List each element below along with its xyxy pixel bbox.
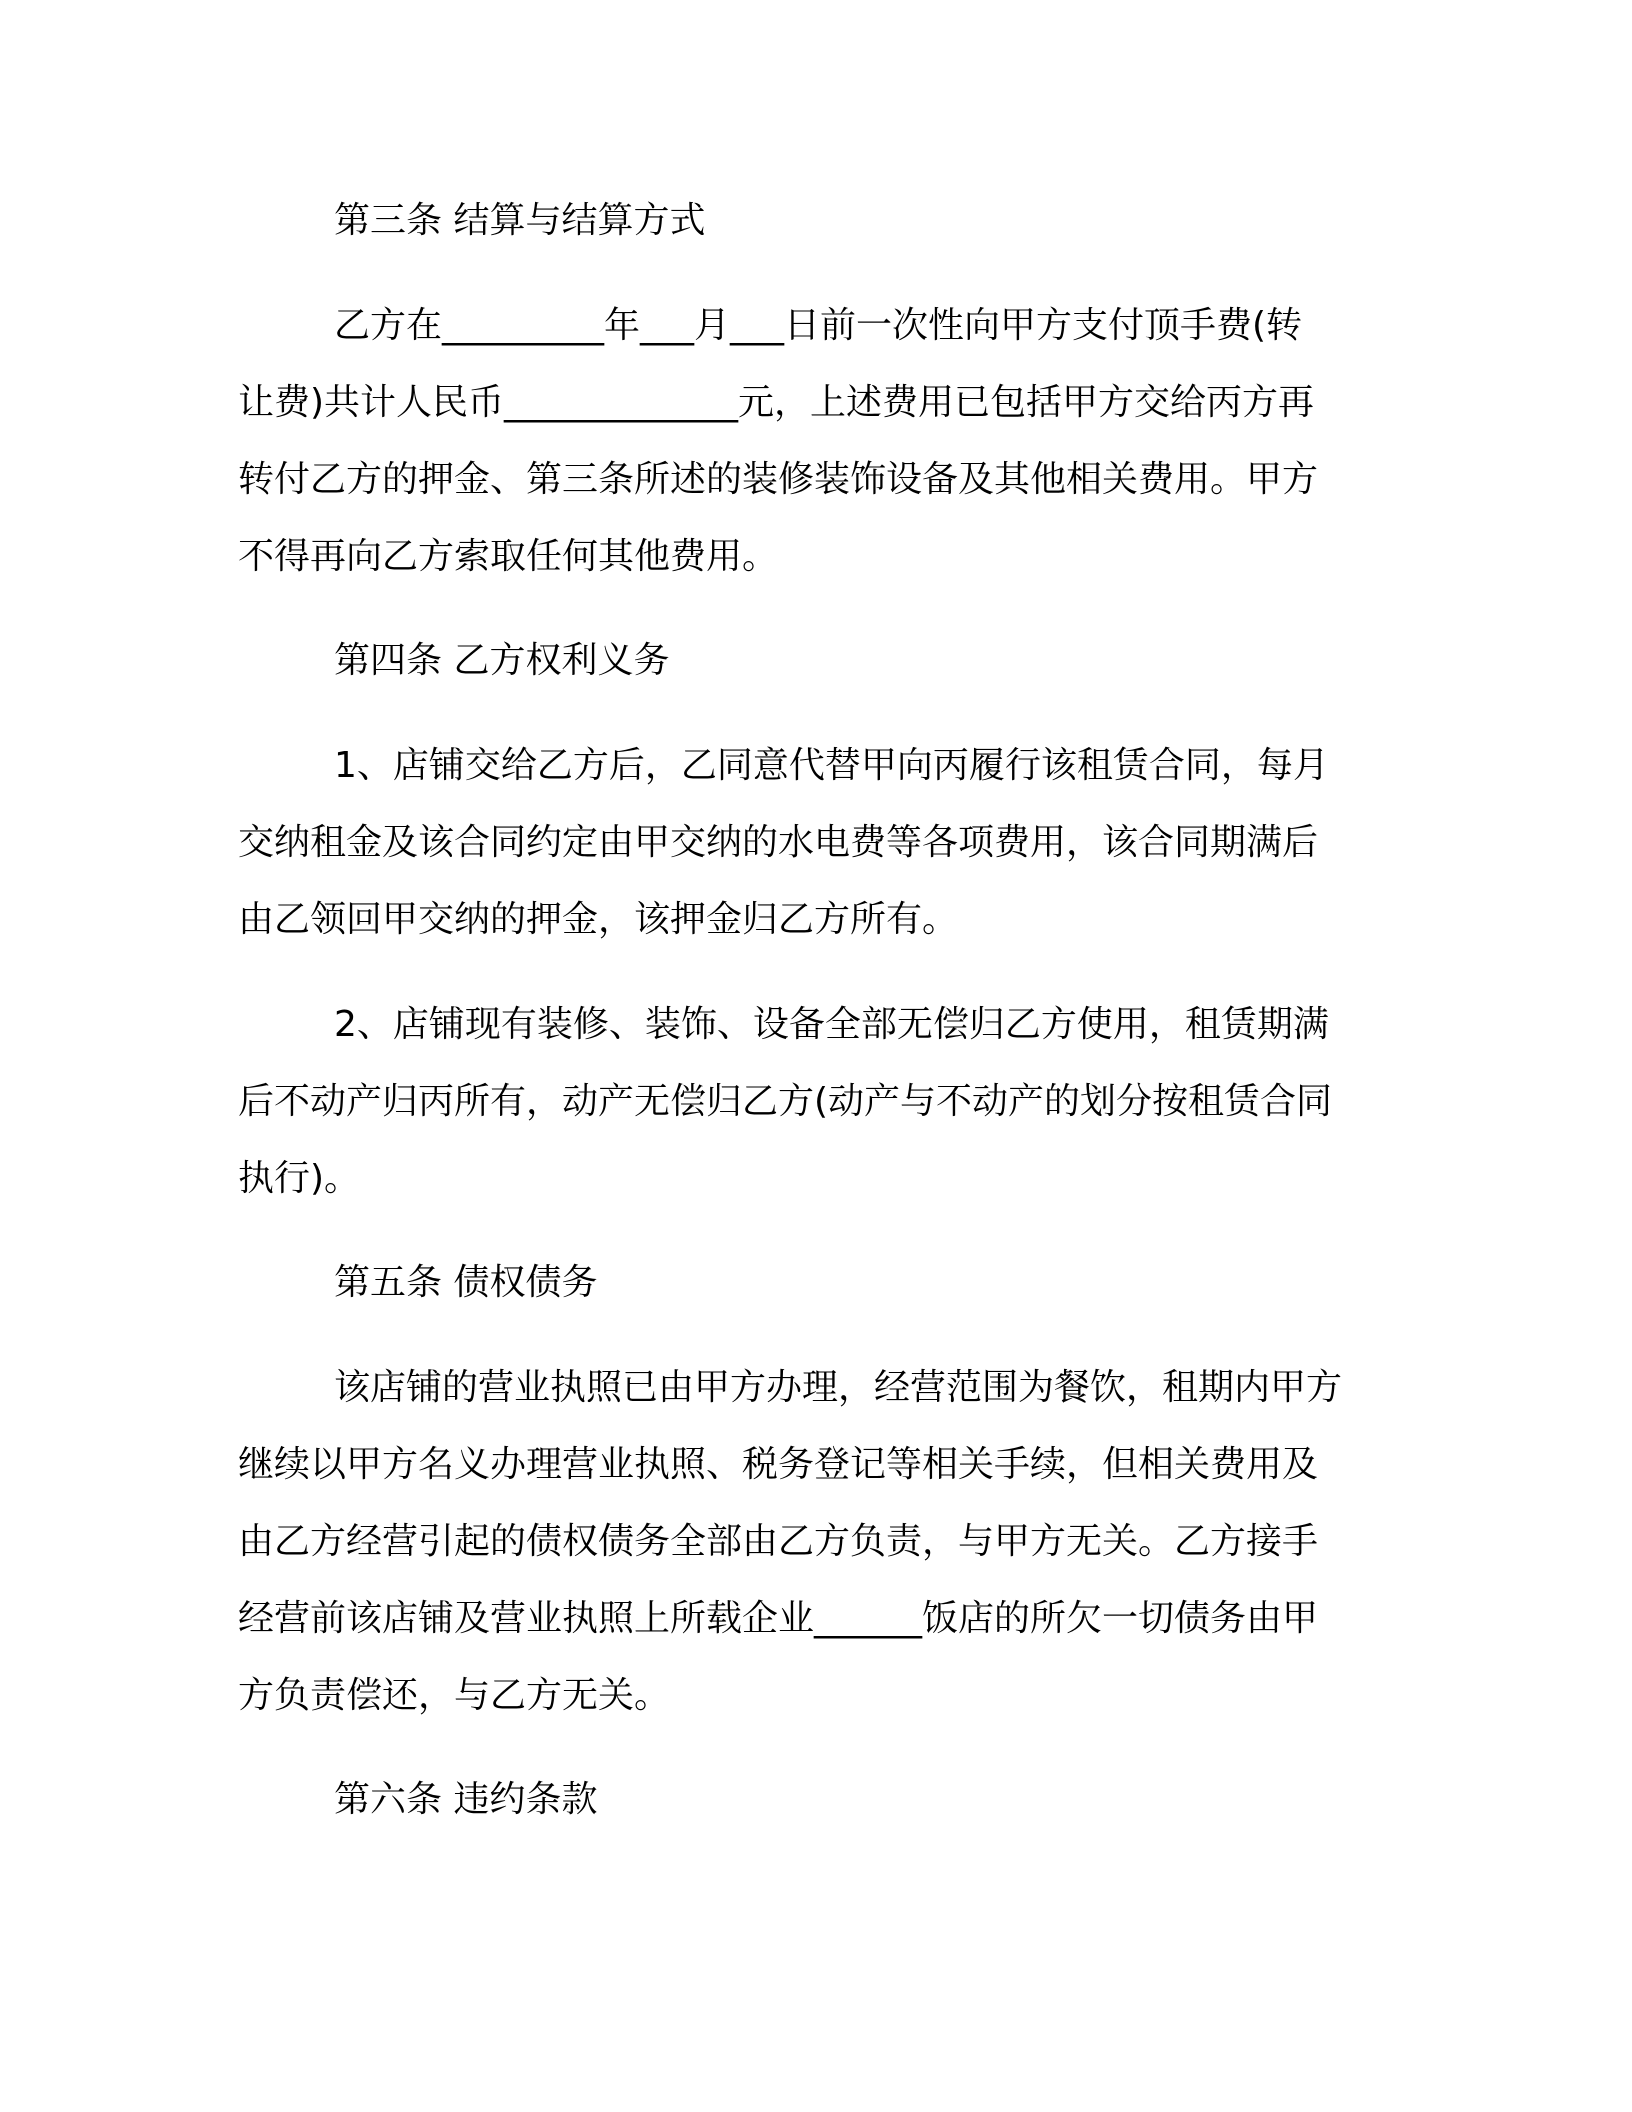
document-body (238, 183, 1368, 1866)
article-6-heading: 第六条 违约条款 (334, 1779, 598, 1820)
article-5-heading: 第五条 债权债务 (334, 1262, 598, 1303)
article-5-paragraph: 该店铺的营业执照已由甲方办理，经营范围为餐饮，租期内甲方 继续以甲方名义办理营业执照、税务登记等相关手续，但相关费用及 由乙方经营引起的债权债务全部由乙方负责，与甲方无关。乙方接手 经营前该店铺及营业执照上所载企业______饭店的所欠一切债务由甲 方负责偿还，与乙方无关。 (238, 1367, 1343, 1716)
article-3-paragraph: 乙方在_________年___月___日前一次性向甲方支付顶手费(转 让费)共计人民币_____________元，上述费用已包括甲方交给丙方再 转付乙方的押金、第三条所述的装修装饰设备及其他相关费用。甲方 不得再向乙方索取任何其他费用。 (238, 305, 1319, 577)
article-4-item-2: 2、店铺现有装修、装饰、设备全部无偿归乙方使用，租赁期满 后不动产归丙所有，动产无偿归乙方(动产与不动产的划分按租赁合同 执行)。 (238, 1004, 1333, 1199)
article-3-heading: 第三条 结算与结算方式 (334, 200, 706, 241)
article-4-item-1: 1、店铺交给乙方后，乙同意代替甲向丙履行该租赁合同，每月 交纳租金及该合同约定由甲交纳的水电费等各项费用，该合同期满后 由乙领回甲交纳的押金，该押金归乙方所有。 (238, 745, 1329, 940)
article-4-heading: 第四条 乙方权利义务 (334, 640, 670, 681)
